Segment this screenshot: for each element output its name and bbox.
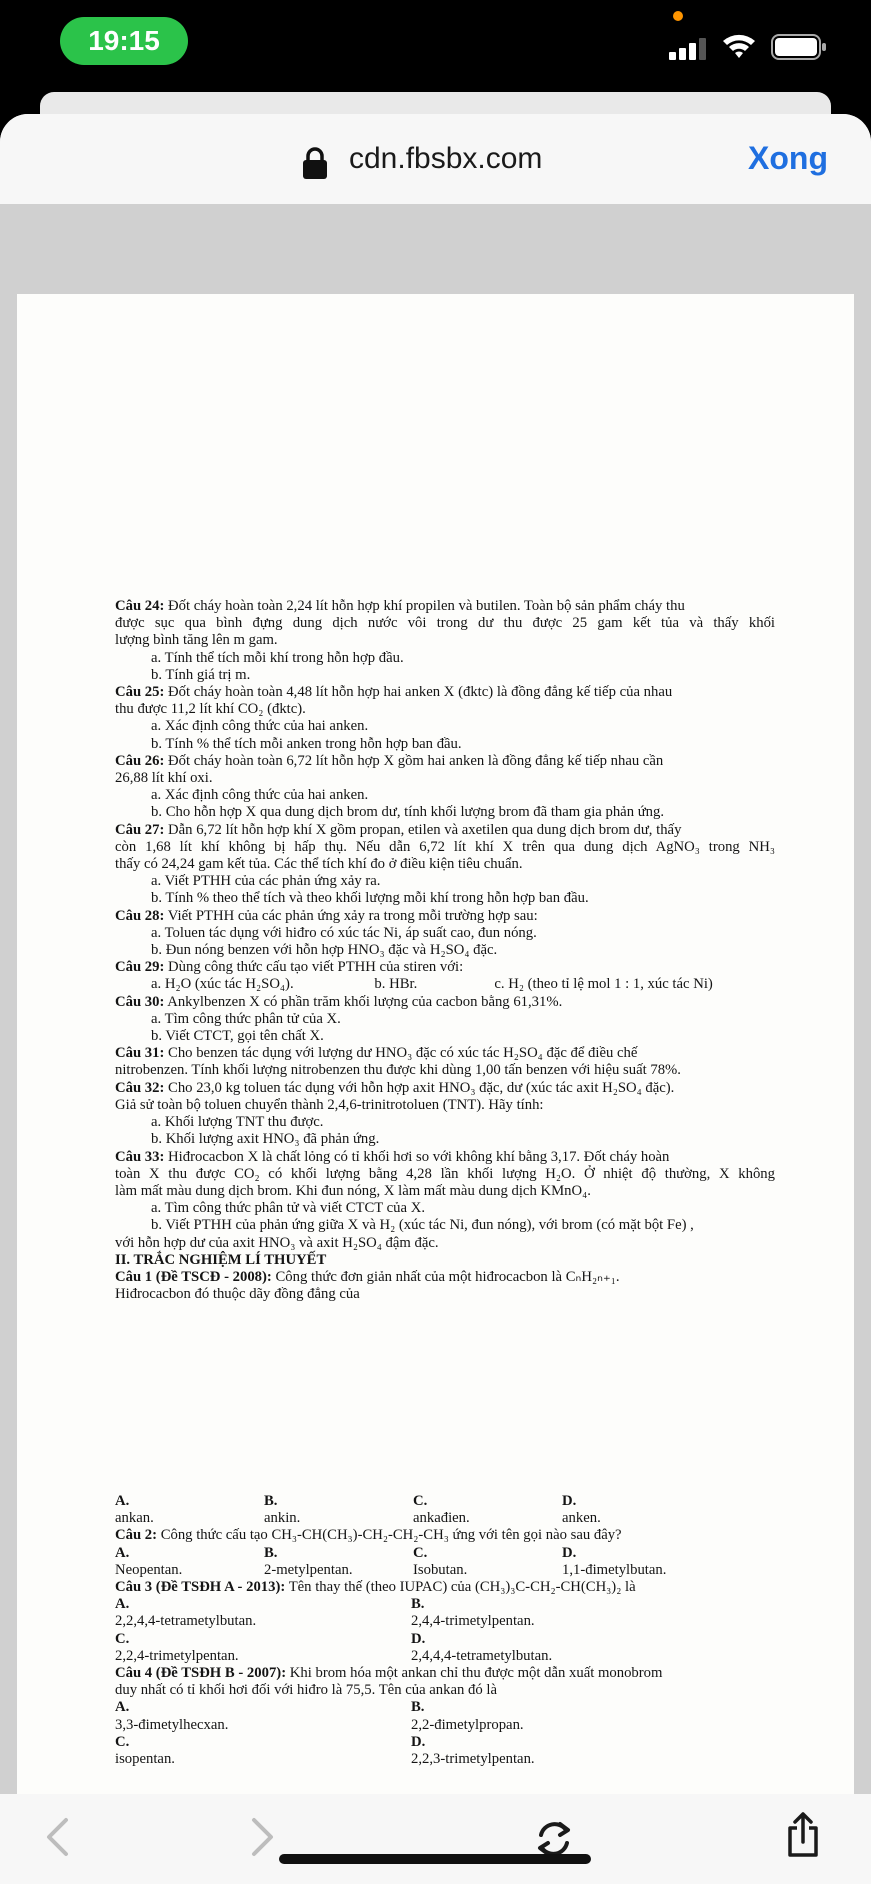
status-bar: [0, 0, 871, 86]
question-text: Cho benzen tác dụng với lượng dư HNO₃ đặc có xúc tác H₂SO₄ đặc để điều chế: [164, 1045, 638, 1062]
answer-options-row: [115, 1596, 775, 1630]
text-line: được sục qua bình đựng dung dịch nước vôi trong dư thu được 25 gam kết tủa và thấy khối: [115, 615, 775, 632]
sub-question-line: a. Tìm công thức phân tử của X.: [151, 1010, 341, 1027]
text-line: thấy có 24,24 gam kết tủa. Các thể tích khí đo ở điều kiện tiêu chuẩn.: [115, 856, 523, 873]
question-text: Ankylbenzen X có phần trăm khối lượng của cacbon bằng 61,31%.: [164, 993, 563, 1010]
option-key: A.: [115, 1699, 130, 1716]
sub-question-line: a. Xác định công thức của hai anken.: [151, 718, 369, 735]
option-text: isopentan.: [115, 1751, 175, 1768]
option-text: 2,2-đimetylpropan.: [411, 1716, 524, 1733]
question-line: [115, 1080, 775, 1097]
question-label: Câu 4 (Đề TSĐH B - 2007):: [115, 1665, 287, 1682]
text-line: duy nhất có tỉ khối hơi đối với hiđro là 75,5. Tên của ankan đó là: [115, 1682, 497, 1699]
question-label: Câu 32:: [115, 1079, 165, 1096]
battery-icon: [771, 34, 827, 60]
option-key: C.: [413, 1493, 428, 1509]
sub-question-line: b. Tính % theo thể tích và theo khối lượng mỗi khí trong hỗn hợp ban đầu.: [151, 890, 589, 907]
lock-icon: [301, 146, 329, 180]
question-label: Câu 33:: [115, 1148, 165, 1165]
answer-option: [411, 1631, 707, 1665]
option-text: anken.: [562, 1510, 601, 1527]
option-text: Neopentan.: [115, 1561, 183, 1578]
option-key: D.: [411, 1630, 426, 1647]
question-label: Câu 27:: [115, 821, 165, 838]
option-text: Isobutan.: [413, 1561, 468, 1578]
question-label: Câu 2:: [115, 1527, 158, 1544]
sub-question-line: b. Tính giá trị m.: [151, 666, 251, 683]
question-line: [115, 1527, 775, 1544]
document-page-2: [17, 1361, 854, 1794]
answer-option: [115, 1699, 411, 1733]
sub-question-line: a. H₂O (xúc tác H₂SO₄). b. HBr. c. H₂ (theo tỉ lệ mol 1 : 1, xúc tác Ni): [151, 976, 713, 993]
sub-question-line: a. Xác định công thức của hai anken.: [151, 787, 369, 804]
sub-question-line: b. Cho hỗn hợp X qua dung dịch brom dư, tính khối lượng brom đã tham gia phản ứng.: [151, 804, 665, 821]
sub-question-line: a. Khối lượng TNT thu được.: [151, 1114, 324, 1131]
question-text: Tên thay thế (theo IUPAC) của (CH₃)₃C-CH₂-CH(CH₃)₂ là: [285, 1579, 636, 1596]
answer-option: [115, 1734, 411, 1768]
answer-option: [411, 1699, 707, 1733]
answer-option: [562, 1545, 711, 1579]
answer-option: [562, 1493, 711, 1527]
question-label: Câu 31:: [115, 1045, 165, 1062]
answer-option: [411, 1734, 707, 1768]
question-label: Câu 28:: [115, 907, 165, 924]
option-text: 2,4,4,4-tetrametylbutan.: [411, 1647, 553, 1664]
sub-question-line: b. Tính % thể tích mỗi anken trong hỗn hợp ban đầu.: [151, 735, 462, 752]
home-indicator[interactable]: [279, 1854, 591, 1864]
text-line: làm mất màu dung dịch brom. Khi đun nóng, X làm mất màu dung dịch KMnO₄.: [115, 1182, 591, 1199]
question-line: [115, 822, 775, 839]
question-text: Công thức cấu tạo CH₃-CH(CH₃)-CH₂-CH₂-CH₃ ứng với tên gọi nào sau đây?: [157, 1527, 622, 1544]
option-text: 3,3-đimetylhecxan.: [115, 1716, 229, 1733]
option-text: ankađien.: [413, 1510, 470, 1527]
chevron-left-icon[interactable]: [44, 1817, 70, 1857]
text-line: còn 1,68 lít khí không bị hấp thụ. Nếu dẫn 6,72 lít khí X trên qua dung dịch AgNO₃ trong NH₃: [115, 838, 775, 855]
question-line: [115, 908, 775, 925]
answer-options-row: [115, 1631, 775, 1665]
question-line: [115, 994, 775, 1011]
text-line: thu được 11,2 lít khí CO₂ (đktc).: [115, 701, 306, 718]
text-line: Giả sử toàn bộ toluen chuyển thành 2,4,6-trinitrotoluen (TNT). Hãy tính:: [115, 1096, 544, 1113]
question-label: Câu 26:: [115, 752, 165, 769]
option-text: 2,2,4,4-tetrametylbutan.: [115, 1613, 257, 1630]
option-key: C.: [413, 1544, 428, 1561]
wifi-icon: [721, 31, 757, 61]
answer-options-row: [115, 1545, 775, 1579]
question-label: Câu 29:: [115, 959, 165, 976]
option-text: ankan.: [115, 1510, 154, 1527]
text-line: Hiđrocacbon đó thuộc dãy đồng đẳng của: [115, 1286, 360, 1303]
text-line: toàn X thu được CO₂ có khối lượng bằng 4,28 lần khối lượng H₂O. Ở nhiệt độ thường, X không: [115, 1165, 775, 1182]
question-text: Khi brom hóa một ankan chỉ thu được một dẫn xuất monobrom: [286, 1665, 663, 1682]
sub-question-line: b. Viết PTHH của phản ứng giữa X và H₂ (xúc tác Ni, đun nóng), với brom (có mặt bột Fe) ,: [151, 1217, 694, 1234]
question-label: Câu 1 (Đề TSCĐ - 2008):: [115, 1268, 272, 1285]
question-text: Dẫn 6,72 lít hỗn hợp khí X gồm propan, etilen và axetilen qua dung dịch brom dư, thấy: [164, 821, 682, 838]
option-text: 2,2,4-trimetylpentan.: [115, 1647, 239, 1664]
option-key: D.: [562, 1544, 577, 1561]
option-key: B.: [264, 1493, 278, 1509]
question-line: [115, 1149, 775, 1166]
sub-question-line: a. Tính thể tích mỗi khí trong hỗn hợp đầu.: [151, 649, 404, 666]
answer-option: [115, 1493, 264, 1527]
answer-option: [264, 1545, 413, 1579]
sub-question-line: a. Toluen tác dụng với hiđro có xúc tác Ni, áp suất cao, đun nóng.: [151, 924, 537, 941]
option-text: 1,1-đimetylbutan.: [562, 1561, 667, 1578]
option-text: 2,2,3-trimetylpentan.: [411, 1751, 535, 1768]
option-key: A.: [115, 1493, 130, 1509]
document-viewer[interactable]: [0, 204, 871, 1794]
answer-option: [413, 1545, 562, 1579]
page-domain[interactable]: cdn.fbsbx.com: [349, 142, 543, 175]
text-line: 26,88 lít khí oxi.: [115, 770, 213, 787]
answer-options-row: [115, 1493, 775, 1527]
answer-options-row: [115, 1699, 775, 1733]
question-line: [115, 753, 775, 770]
question-line: [115, 598, 775, 615]
option-key: C.: [115, 1733, 130, 1750]
browser-toolbar: [0, 1794, 871, 1884]
option-key: B.: [411, 1596, 425, 1613]
option-key: D.: [562, 1493, 577, 1509]
cellular-signal-icon: [669, 38, 707, 60]
recording-indicator-icon: [673, 11, 683, 21]
question-line: [115, 959, 775, 976]
browser-sheet: [0, 114, 871, 1884]
question-text: Cho 23,0 kg toluen tác dụng với hỗn hợp axit HNO₃ đặc, dư (xúc tác axit H₂SO₄ đặc).: [164, 1079, 675, 1096]
option-text: ankin.: [264, 1510, 301, 1527]
question-text: Viết PTHH của các phản ứng xảy ra trong mỗi trường hợp sau:: [164, 907, 538, 924]
answer-option: [115, 1631, 411, 1665]
question-text: Hiđrocacbon X là chất lỏng có tỉ khối hơi so với không khí bằng 3,17. Đốt cháy hoàn: [164, 1148, 670, 1165]
question-line: [115, 1579, 775, 1596]
question-label: Câu 24:: [115, 598, 165, 614]
question-label: Câu 30:: [115, 993, 165, 1010]
question-text: Công thức đơn giản nhất của một hiđrocacbon là CₙH₂ₙ₊₁.: [271, 1268, 620, 1285]
answer-option: [115, 1545, 264, 1579]
option-key: A.: [115, 1544, 130, 1561]
question-line: [115, 1665, 775, 1682]
question-line: [115, 684, 775, 701]
option-key: A.: [115, 1596, 130, 1613]
text-line: nitrobenzen. Tính khối lượng nitrobenzen thu được khi dùng 1,00 tấn benzen với hiệu suất 78%.: [115, 1062, 681, 1079]
question-text: Đốt cháy hoàn toàn 4,48 lít hỗn hợp hai anken X (đktc) là đồng đẳng kế tiếp của nhau: [164, 684, 673, 701]
sub-question-line: b. Viết CTCT, gọi tên chất X.: [151, 1028, 324, 1045]
option-key: B.: [264, 1544, 278, 1561]
option-text: 2,4,4-trimetylpentan.: [411, 1613, 535, 1630]
page-1-text: [115, 598, 775, 1303]
question-label: Câu 25:: [115, 684, 165, 701]
question-text: Đốt cháy hoàn toàn 6,72 lít hỗn hợp X gồm hai anken là đồng đẳng kế tiếp nhau cần: [164, 752, 664, 769]
document-page-1: [17, 294, 854, 1399]
chevron-right-icon[interactable]: [250, 1817, 276, 1857]
question-text: Dùng công thức cấu tạo viết PTHH của stiren với:: [164, 959, 464, 976]
sub-question-line: b. Đun nóng benzen với hỗn hợp HNO₃ đặc và H₂SO₄ đặc.: [151, 942, 498, 959]
done-button[interactable]: Xong: [748, 140, 828, 176]
option-key: B.: [411, 1699, 425, 1716]
question-label: Câu 3 (Đề TSĐH A - 2013):: [115, 1579, 286, 1596]
question-text: Đốt cháy hoàn toàn 2,24 lít hỗn hợp khí propilen và butilen. Toàn bộ sản phẩm cháy thu: [164, 598, 685, 614]
option-key: D.: [411, 1733, 426, 1750]
sub-question-line: a. Tìm công thức phân tử và viết CTCT của X.: [151, 1200, 425, 1217]
option-key: C.: [115, 1630, 130, 1647]
page-2-text: [115, 1493, 775, 1768]
text-line: lượng bình tăng lên m gam.: [115, 632, 278, 649]
sub-question-line: a. Viết PTHH của các phản ứng xảy ra.: [151, 873, 381, 890]
question-line: [115, 1045, 775, 1062]
sub-question-line: b. Khối lượng axit HNO₃ đã phản ứng.: [151, 1131, 380, 1148]
answer-option: [115, 1596, 411, 1630]
answer-option: [413, 1493, 562, 1527]
question-line: [115, 1269, 775, 1286]
status-time[interactable]: 19:15: [60, 17, 188, 65]
text-line: với hỗn hợp dư của axit HNO₃ và axit H₂SO₄ đậm đặc.: [115, 1234, 439, 1251]
answer-option: [411, 1596, 707, 1630]
answer-option: [264, 1493, 413, 1527]
section-heading: II. TRẮC NGHIỆM LÍ THUYẾT: [115, 1251, 327, 1268]
answer-options-row: [115, 1734, 775, 1768]
share-icon[interactable]: [786, 1810, 820, 1858]
address-header: [0, 114, 871, 204]
option-text: 2-metylpentan.: [264, 1561, 353, 1578]
